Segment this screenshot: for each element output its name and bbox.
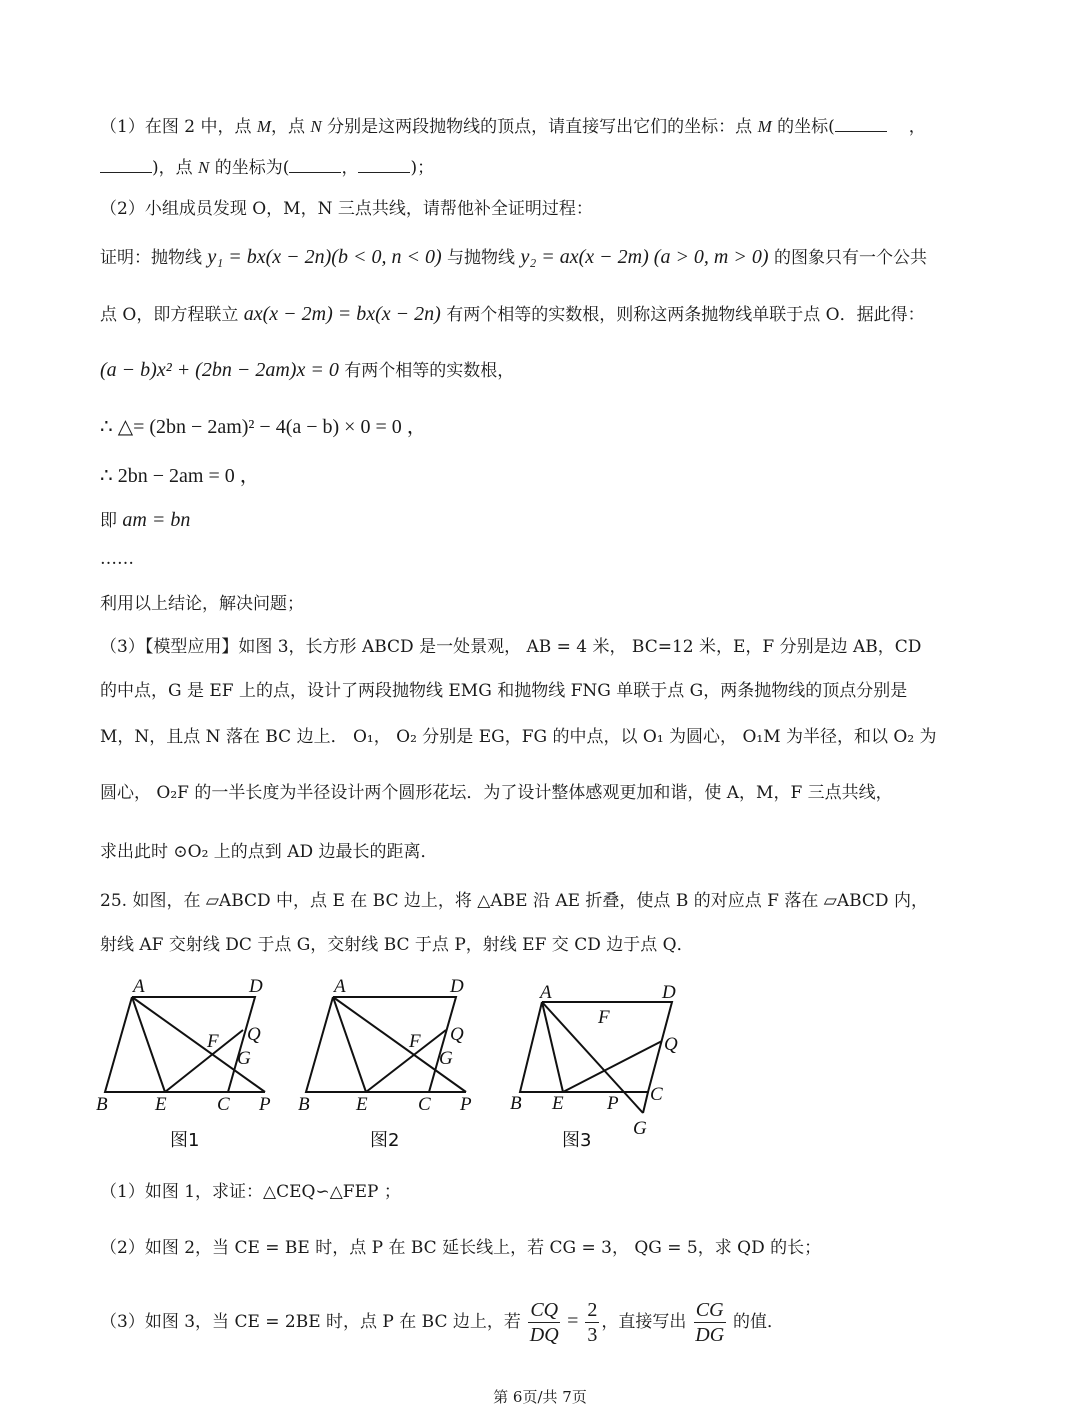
part3-line4: 圆心， O₂F 的一半长度为半径设计两个圆形花坛．为了设计整体感观更加和谐，使 A，M，F 三点共线， — [100, 783, 893, 803]
equation-combined: ax(x − 2m) = bx(x − 2n) — [243, 303, 441, 325]
text: 的坐标为( — [209, 158, 290, 178]
svg-text:F: F — [207, 1031, 219, 1052]
figure-1-labels — [96, 976, 271, 1151]
svg-text:E: E — [552, 1093, 564, 1114]
part3-line5: 求出此时 ⊙O₂ 上的点到 AD 边最长的距离． — [100, 842, 438, 862]
svg-text:P: P — [607, 1093, 619, 1114]
svg-text:F: F — [598, 1007, 610, 1028]
text: 的坐标( — [771, 117, 835, 137]
svg-text:D: D — [662, 982, 676, 1003]
proof-step1: ∴ △= (2bn − 2am)² − 4(a − b) × 0 = 0 ， — [100, 416, 427, 438]
text: 的值． — [727, 1312, 784, 1332]
svg-text:A: A — [540, 982, 552, 1003]
answer-blank-m-y[interactable] — [100, 158, 152, 173]
text: ，点 — [271, 117, 311, 137]
text: ， — [341, 158, 359, 178]
point-m: M — [757, 117, 772, 136]
page-footer: 第 6页/共 7页 — [493, 1388, 587, 1406]
text: ， — [908, 117, 926, 137]
equation-quadratic: (a − b)x² + (2bn − 2am)x = 0 — [100, 359, 339, 381]
point-n: N — [198, 158, 210, 177]
figure-2 — [306, 997, 466, 1092]
svg-text:B: B — [510, 1093, 522, 1114]
text: 有两个相等的实数根， — [338, 361, 515, 381]
svg-text:D: D — [450, 976, 464, 997]
figure-1 — [105, 997, 265, 1092]
text: 的图象只有一个公共 — [768, 248, 927, 268]
q25-line2: 射线 AF 交射线 DC 于点 G，交射线 BC 于点 P，射线 EF 交 CD 边于点 Q． — [100, 935, 694, 955]
svg-text:图1: 图1 — [170, 1130, 200, 1151]
svg-text:E: E — [356, 1094, 368, 1115]
text: 分别是这两段抛物线的顶点，请直接写出它们的坐标：点 — [321, 117, 758, 137]
text: 证明：抛物线 — [100, 248, 208, 268]
conclusion: 利用以上结论，解决问题； — [100, 594, 304, 614]
text: 与抛物线 — [441, 248, 521, 268]
svg-text:Q: Q — [664, 1034, 678, 1055]
q25-line1: 25. 如图，在 ▱ABCD 中，点 E 在 BC 边上，将 △ABE 沿 AE 折叠，使点 B 的对应点 F 落在 ▱ABCD 内， — [100, 891, 928, 911]
part3-line2: 的中点，G 是 EF 上的点，设计了两段抛物线 EMG 和抛物线 FNG 单联于点 G，两条抛物线的顶点分别是 — [100, 681, 908, 701]
part3-line3: M，N，且点 N 落在 BC 边上． O₁， O₂ 分别是 EG，FG 的中点，以 O₁ 为圆心， O₁M 为半径，和以 O₂ 为 — [100, 727, 937, 747]
svg-text:E: E — [155, 1094, 167, 1115]
svg-text:P: P — [460, 1094, 472, 1115]
text: )，点 — [152, 158, 199, 178]
svg-text:C: C — [217, 1094, 230, 1115]
text: 点 O，即方程联立 — [100, 305, 244, 325]
proof-line2 — [100, 303, 925, 326]
denominator: DG — [695, 1324, 725, 1346]
svg-text:B: B — [298, 1094, 310, 1115]
answer-blank-n-x[interactable] — [289, 158, 341, 173]
svg-text:G: G — [633, 1118, 647, 1139]
equation-result: am = bn — [122, 509, 191, 531]
q25-sub3 — [100, 1296, 784, 1347]
text: ，直接写出 — [601, 1312, 692, 1332]
part1-line1 — [100, 116, 926, 138]
svg-text:图2: 图2 — [370, 1130, 400, 1151]
fraction-cg-dg — [694, 1298, 726, 1347]
svg-text:D: D — [249, 976, 263, 997]
numerator: CG — [695, 1299, 724, 1321]
point-m: M — [256, 117, 272, 136]
equals: = — [562, 1310, 584, 1332]
text: )； — [410, 158, 435, 178]
text: （3）如图 3，当 CE = 2BE 时，点 P 在 BC 边上，若 — [100, 1312, 527, 1332]
svg-text:C: C — [650, 1084, 663, 1105]
proof-line3 — [100, 359, 514, 382]
denominator: DQ — [529, 1324, 559, 1346]
ellipsis: …… — [100, 549, 134, 569]
equation-parabola-1: y₁ = bx(x − 2n)(b < 0, n < 0) — [207, 246, 442, 268]
answer-blank-m-x[interactable] — [835, 117, 887, 132]
part1-line2 — [100, 157, 434, 179]
fraction-cq-dq — [528, 1298, 560, 1347]
answer-blank-n-y[interactable] — [358, 158, 410, 173]
part3-line1: （3）【模型应用】如图 3，长方形 ABCD 是一处景观， AB = 4 米， BC=12 米，E，F 分别是边 AB，CD — [100, 637, 922, 657]
figures — [0, 960, 1080, 1160]
denominator: 3 — [587, 1324, 598, 1346]
proof-step2: ∴ 2bn − 2am = 0 ， — [100, 465, 260, 487]
numerator: CQ — [530, 1299, 559, 1321]
svg-text:G: G — [237, 1048, 251, 1069]
figure-3-labels — [510, 982, 678, 1151]
svg-text:F: F — [409, 1031, 421, 1052]
numerator: 2 — [587, 1299, 598, 1321]
q25-sub2: （2）如图 2，当 CE = BE 时，点 P 在 BC 延长线上，若 CG = 3， QG = 5，求 QD 的长； — [100, 1238, 822, 1258]
point-n: N — [310, 117, 322, 136]
figure-2-labels — [298, 976, 472, 1151]
svg-text:图3: 图3 — [562, 1130, 592, 1151]
q25-sub1: （1）如图 1，求证：△CEQ∽△FEP ； — [100, 1182, 401, 1202]
part2-intro: （2）小组成员发现 O，M，N 三点共线，请帮他补全证明过程： — [100, 199, 593, 219]
text: 有两个相等的实数根，则称这两条抛物线单联于点 O．据此得： — [440, 305, 925, 325]
svg-text:A: A — [133, 976, 145, 997]
text: （1）在图 2 中，点 — [100, 117, 257, 137]
proof-line1 — [100, 246, 927, 269]
svg-text:C: C — [418, 1094, 431, 1115]
svg-text:Q: Q — [450, 1024, 464, 1045]
svg-text:A: A — [334, 976, 346, 997]
svg-text:P: P — [259, 1094, 271, 1115]
proof-step3 — [100, 509, 190, 532]
svg-text:Q: Q — [247, 1024, 261, 1045]
svg-text:B: B — [96, 1094, 108, 1115]
fraction-2-3 — [585, 1298, 599, 1347]
svg-text:G: G — [439, 1048, 453, 1069]
text: 即 — [100, 511, 123, 531]
equation-parabola-2: y₂ = ax(x − 2m) (a > 0, m > 0) — [520, 246, 769, 268]
